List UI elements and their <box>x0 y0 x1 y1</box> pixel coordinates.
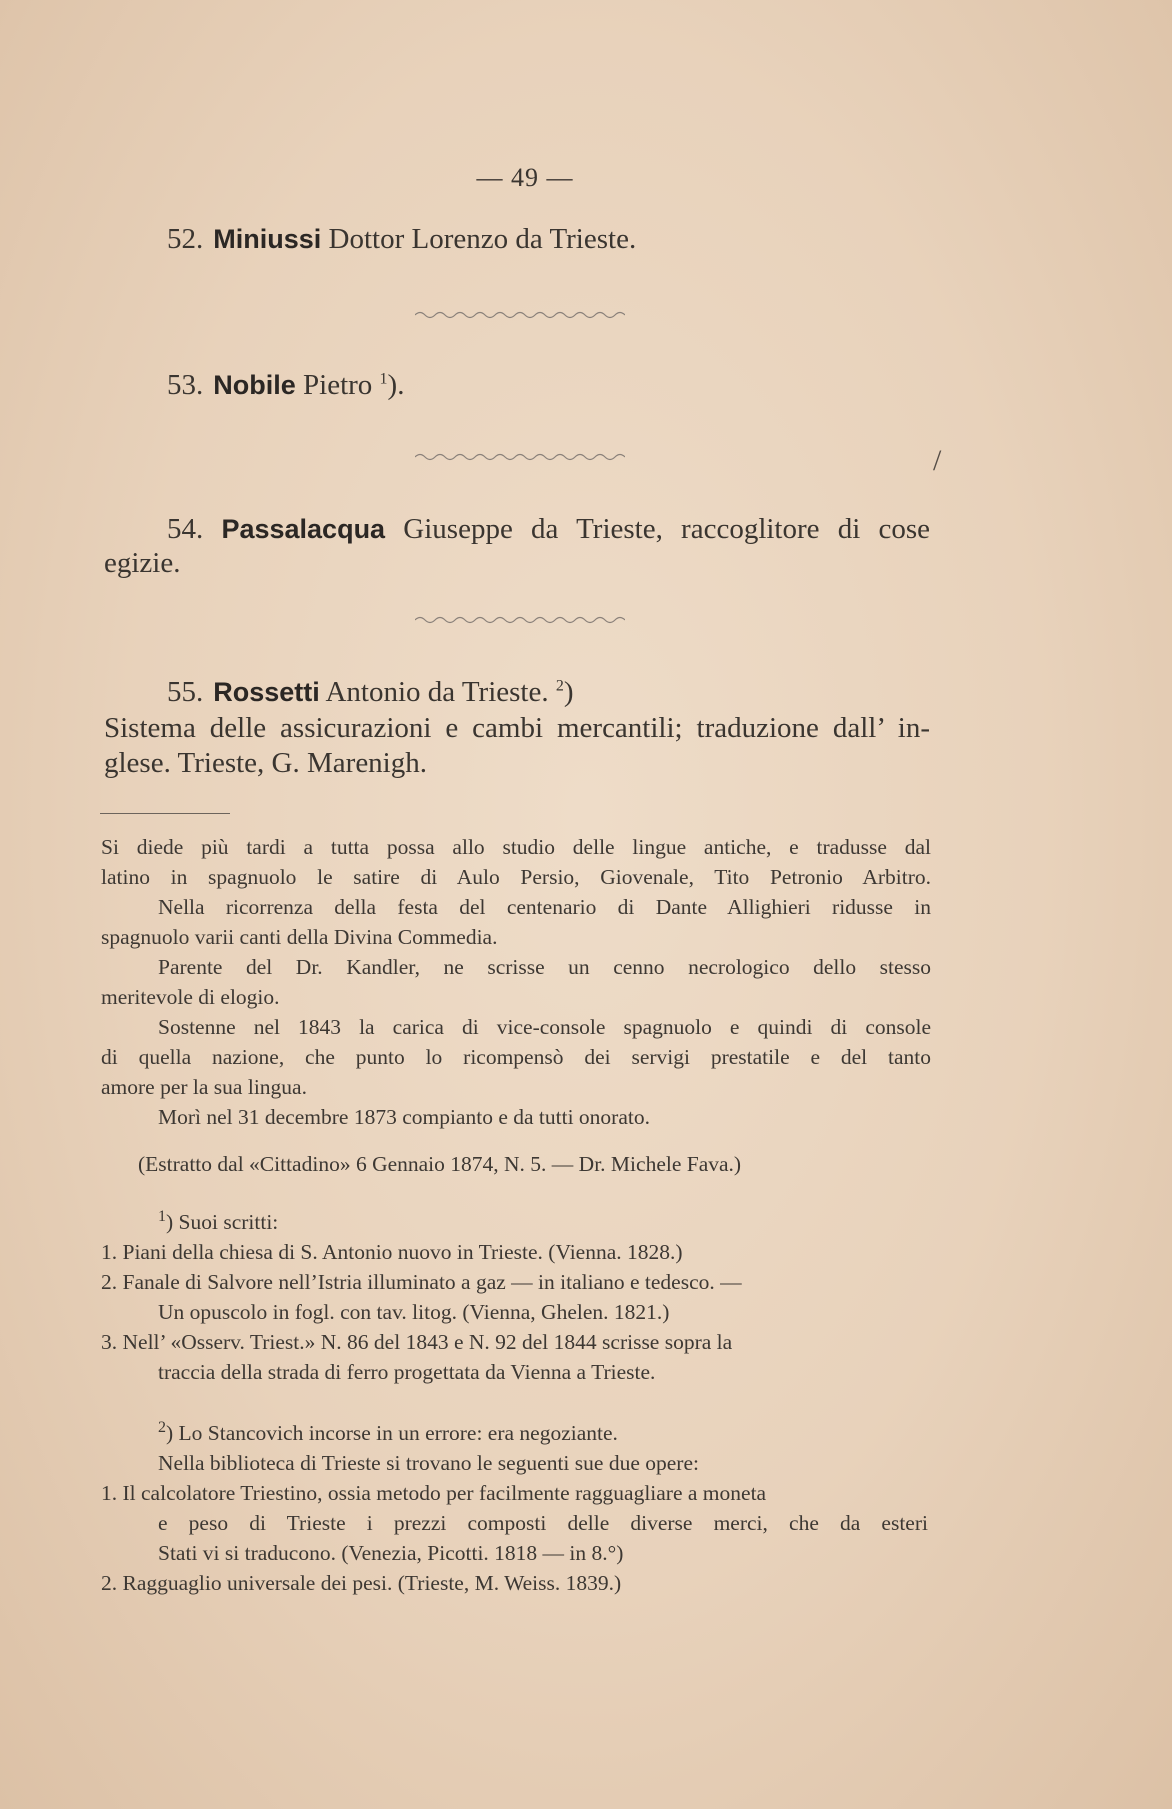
separator-ornament <box>415 614 625 626</box>
item-number: 2. <box>101 1571 118 1595</box>
entry-54-line2: egizie. <box>104 547 181 579</box>
entry-surname: Passalacqua <box>221 514 386 544</box>
entry-tail: ) <box>563 676 574 708</box>
entry-54-line1 <box>167 511 930 547</box>
note1-heading <box>158 1207 278 1237</box>
item-text: Il calcolatore Triestino, ossia metodo per facilmente ragguagliare a moneta <box>122 1481 767 1505</box>
item-number: 2. <box>101 1270 118 1294</box>
footnote-line: Si diede più tardi a tutta possa allo studio delle lingue antiche, e tradusse dal <box>101 835 931 859</box>
note-marker: 1 <box>158 1207 166 1225</box>
entry-surname: Miniussi <box>213 224 322 254</box>
entry-number: 52. <box>167 223 204 255</box>
item-continuation: Stati vi si traducono. (Venezia, Picotti. 1818 — in 8.°) <box>158 1541 624 1565</box>
footnote-line: amore per la sua lingua. <box>101 1075 307 1099</box>
note2-item-1 <box>101 1478 766 1508</box>
entry-55-work-line2: glese. Trieste, G. Marenigh. <box>104 747 427 779</box>
note1-item-2 <box>101 1267 931 1297</box>
item-text: Ragguaglio universale dei pesi. (Trieste, M. Weiss. 1839.) <box>122 1571 622 1595</box>
page-number: — 49 — <box>476 163 574 192</box>
note1-item-3 <box>101 1327 732 1357</box>
entry-details: Antonio da Trieste. <box>325 676 549 708</box>
note-heading-text: ) Lo Stancovich incorse in un errore: era negoziante. <box>166 1421 618 1445</box>
note-heading-text: ) Suoi scritti: <box>166 1210 279 1234</box>
entry-surname: Rossetti <box>213 677 320 707</box>
entry-number: 55. <box>167 676 204 708</box>
margin-mark: / <box>933 444 942 477</box>
separator-ornament <box>415 451 625 463</box>
footnote-line: Morì nel 31 decembre 1873 compianto e da tutti onorato. <box>158 1105 650 1129</box>
footnote-line: di quella nazione, che punto lo ricompensò dei servigi prestatile e del tanto <box>101 1045 931 1069</box>
footnote-ref: 2 <box>555 677 564 695</box>
item-continuation: Un opuscolo in fogl. con tav. litog. (Vienna, Ghelen. 1821.) <box>158 1300 670 1324</box>
footnote-source: (Estratto dal «Cittadino» 6 Gennaio 1874, N. 5. — Dr. Michele Fava.) <box>138 1152 742 1176</box>
entry-details: Dottor Lorenzo da Trieste. <box>328 223 637 255</box>
entry-details: Pietro <box>303 369 373 401</box>
entry-53 <box>167 367 404 403</box>
footnote-line: meritevole di elogio. <box>101 985 280 1009</box>
note2-item-2 <box>101 1568 621 1598</box>
entry-surname: Nobile <box>213 370 296 400</box>
item-text: Fanale di Salvore nell’Istria illuminato a gaz — in italiano e tedesco. — <box>122 1270 742 1294</box>
item-continuation: traccia della strada di ferro progettata da Vienna a Trieste. <box>158 1360 656 1384</box>
footnote-line: Sostenne nel 1843 la carica di vice-console spagnuolo e quindi di console <box>158 1015 931 1039</box>
footnote-rule <box>100 813 230 814</box>
separator-ornament <box>415 309 625 321</box>
entry-tail: ). <box>387 369 405 401</box>
note-marker: 2 <box>158 1418 166 1436</box>
footnote-ref: 1 <box>379 370 388 388</box>
footnote-line: Nella ricorrenza della festa del centenario di Dante Allighieri ridusse in <box>158 895 931 919</box>
entry-55-work-line1: Sistema delle assicurazioni e cambi mercantili; traduzione dall’ in- <box>104 712 930 744</box>
entry-55 <box>167 674 574 710</box>
note2-intro: Nella biblioteca di Trieste si trovano le seguenti sue due opere: <box>158 1451 699 1475</box>
entry-number: 54. <box>167 513 204 545</box>
footnote-line: latino in spagnuolo le satire di Aulo Persio, Giovenale, Tito Petronio Arbitro. <box>101 865 931 889</box>
item-text: Nell’ «Osserv. Triest.» N. 86 del 1843 e N. 92 del 1844 scrisse sopra la <box>122 1330 733 1354</box>
item-continuation: e peso di Trieste i prezzi composti delle diverse merci, che da esteri <box>158 1511 928 1535</box>
footnote-line: Parente del Dr. Kandler, ne scrisse un cenno necrologico dello stesso <box>158 955 931 979</box>
item-text: Piani della chiesa di S. Antonio nuovo in Trieste. (Vienna. 1828.) <box>122 1240 683 1264</box>
item-number: 1. <box>101 1240 118 1264</box>
item-number: 1. <box>101 1481 118 1505</box>
footnote-line: spagnuolo varii canti della Divina Commedia. <box>101 925 498 949</box>
entry-52 <box>167 221 636 257</box>
entry-details: Giuseppe da Trieste, raccoglitore di cose <box>403 513 931 545</box>
note2-heading <box>158 1418 618 1448</box>
note1-item-1 <box>101 1237 683 1267</box>
item-number: 3. <box>101 1330 118 1354</box>
entry-number: 53. <box>167 369 204 401</box>
